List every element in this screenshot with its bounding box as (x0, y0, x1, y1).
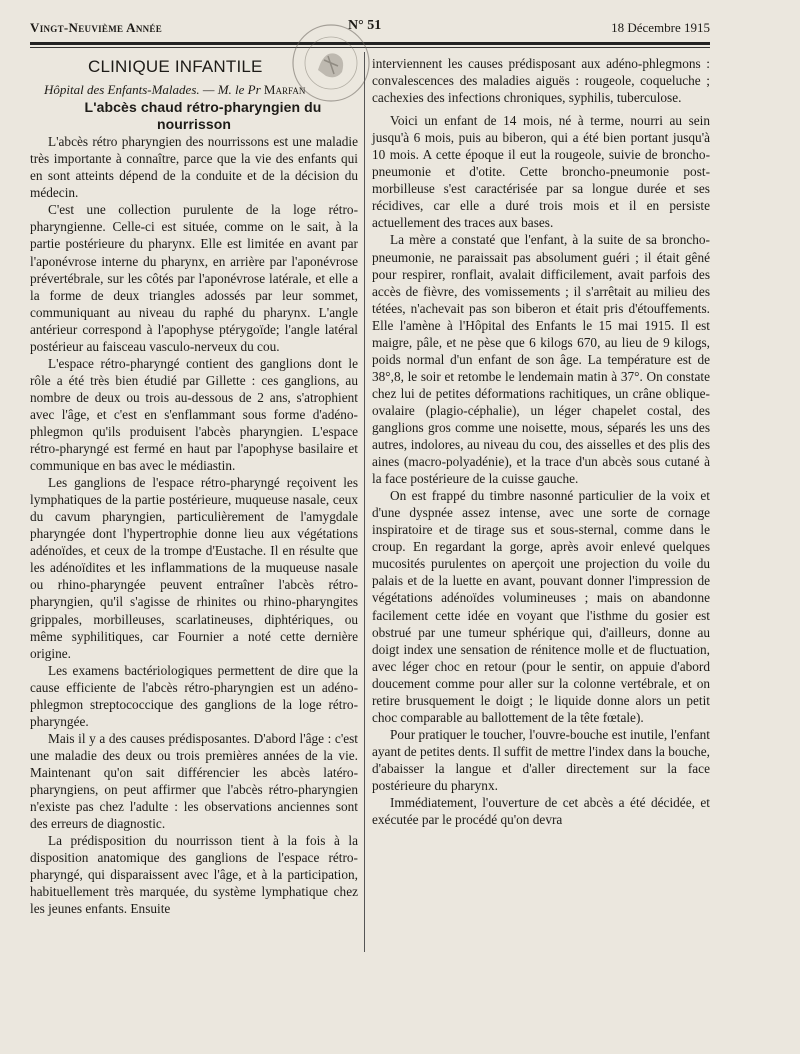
paragraph: Les ganglions de l'espace rétro-pharyngé reçoivent les lymphatiques de la partie postérieure, muqueuse nasale, ceux du cavum pharyngien, particulièrement de l'amygdale pharyngée dont l'hypertrophie donne lieu aux végétations adénoïdes, et ceux de la trompe d'Eustache. Il en résulte que les adénoïdites et les inflammations de la muqueuse nasale ou rhino-pharyngée peuvent entraîner l'abcès rétro-pharyngien, qu'il s'agisse de rhinites ou rhino-pharyngites grippales, morbilleuses, scarlatineuses, diphtériques, ou même syphilitiques, car Fournier a noté cette dernière origine. (30, 475, 358, 661)
paragraph: Voici un enfant de 14 mois, né à terme, nourri au sein jusqu'à 6 mois, puis au biberon, qui a été bien portant jusqu'à 10 mois. A cette époque il eut la rougeole, suivie de broncho-pneumonie et d'otite. Cette broncho-pneumonie post-morbilleuse s'est caractérisée par sa longue durée et ses récidives, car elle a duré trois mois et il en persiste actuellement des traces aux bases. (372, 113, 710, 231)
paragraph: La mère a constaté que l'enfant, à la suite de sa broncho-pneumonie, ne paraissait pas absolument guéri ; il était gêné pour respirer, ronflait, avalait difficilement, avait parfois des accès de fièvre, des vomissements ; il s'arrêtait au milieu des tétées, n'achevait pas son biberon et était pris d'étouffements. Elle l'amène à l'Hôpital des Enfants le 15 mai 1915. Il est maigre, pâle, et ne pèse que 6 kilogs 670, au lieu de 9 kilogs, poids normal d'un enfant de son âge. La température est de 38°,8, le soir et retombe le lendemain matin à 37°. On constate chez lui de petites déformations rachitiques, un crâne oblique-ovalaire (plagio-céphalie), un léger chapelet costal, des ganglions gros comme une noisette, mous, séparés les uns des autres, indolores, au niveau du cou, des aisselles et des plis des aines (macro-polyadénie), et la trace d'un abcès sous cutané à la face postérieure de la cuisse gauche. (372, 232, 710, 487)
issue-date: 18 Décembre 1915 (611, 20, 710, 35)
volume-year: Vingt-Neuvième Année (30, 20, 163, 35)
section-title: CLINIQUE INFANTILE (88, 57, 263, 76)
source-author: Marfan (263, 82, 306, 98)
paragraph: interviennent les causes prédisposant aux adéno-phlegmons : convalescences des maladies aiguës : rougeole, coqueluche ; cachexies des infections chroniques, syphilis, tuberculose. (372, 56, 710, 106)
source-place: Hôpital des Enfants-Malades. (44, 82, 200, 98)
article-source (44, 81, 358, 98)
paragraph: La prédisposition du nourrisson tient à la fois à la disposition anatomique des ganglions de l'espace rétro-pharyngé, qui disparaissent avec l'âge, et à la participation, habituellement très marquée, du système lymphatique chez les jeunes enfants. Ensuite (30, 833, 358, 917)
issue-number: N° 51 (348, 18, 382, 33)
paragraph: L'abcès rétro pharyngien des nourrissons est une maladie très importante à connaître, parce que la vie des enfants qui en sont atteints dépend de la conduite et de la décision du médecin. (30, 134, 358, 201)
paragraph: L'espace rétro-pharyngé contient des ganglions dont le rôle a été très bien étudié par Gillette : ces ganglions, au nombre de deux ou trois au-dessous de 2 ans, s'atrophient avec l'âge, et c'est en s'enflammant sous forme d'adéno-phlegmon qu'ils produisent l'abcès pharyngien. L'espace rétro-pharyngé est fermé en haut par l'apophyse basilaire et communique en bas avec le médiastin. (30, 355, 358, 474)
paragraph: On est frappé du timbre nasonné particulier de la voix et d'une dyspnée assez intense, avec une sorte de cornage inspiratoire et de tirage sus et sous-sternal, comme dans le croup. En regardant la gorge, après avoir enlevé quelques mucosités purulentes on aperçoit une projection du voile du palais et de la luette en avant, pouvant donner l'impression de végétations adénoïdes volumineuses ; mais on abandonne facilement cette idée en voyant que l'isthme du gosier est obstrué par une tumeur sphérique qui, d'ailleurs, donne au doigt index une sensation de rénitence molle et de fluctuation, avec léger choc en retour (pour le sentir, on appuie d'abord doucement comme pour aller sur la colonne vertébrale, et on retire brusquement le doigt ; le liquide donne alors un petit choc comparable au ballottement de la tête fœtale). (372, 488, 710, 725)
article-title: L'abcès chaud rétro-pharyngien du nourrisson (84, 99, 322, 133)
left-column (30, 58, 358, 917)
paragraph: Immédiatement, l'ouverture de cet abcès a été décidée, et exécutée par le procédé qu'on devra (372, 795, 710, 828)
source-author-prefix: — M. le Pr (202, 82, 261, 98)
right-column (372, 55, 710, 828)
paragraph: Pour pratiquer le toucher, l'ouvre-bouche est inutile, l'enfant ayant de petites dents. Il suffit de mettre l'index dans la bouche, d'abaisser la langue et d'aller directement sur la face postérieure du pharynx. (372, 726, 710, 793)
column-divider (364, 52, 365, 952)
paragraph: Les examens bactériologiques permettent de dire que la cause efficiente de l'abcès rétro-pharyngien est un adéno-phlegmon streptococcique des ganglions de la loge rétro-pharyngée. (30, 662, 358, 729)
paragraph: Mais il y a des causes prédisposantes. D'abord l'âge : c'est une maladie des deux ou trois premières années de la vie. Maintenant qu'on sait différencier les abcès latéro-pharyngiens, on peut affirmer que l'abcès rétro-pharyngien n'existe pas chez l'adulte : les observations anciennes sont des erreurs de diagnostic. (30, 730, 358, 832)
paragraph: C'est une collection purulente de la loge rétro-pharyngienne. Celle-ci est située, comme on le sait, à la partie postérieure du pharynx. Elle est limitée en avant par l'aponévrose interne du pharynx, en arrière par l'aponévrose prévertébrale, sur les côtés par l'aponévrose latérale, et elle a la forme de deux triangles adossés par leur sommet, communiquant au niveau du raphé du pharynx. L'angle antérieur correspond à l'apophyse ptérygoïde; l'angle latéral postérieur au faisceau vasculo-nerveux du cou. (30, 202, 358, 354)
